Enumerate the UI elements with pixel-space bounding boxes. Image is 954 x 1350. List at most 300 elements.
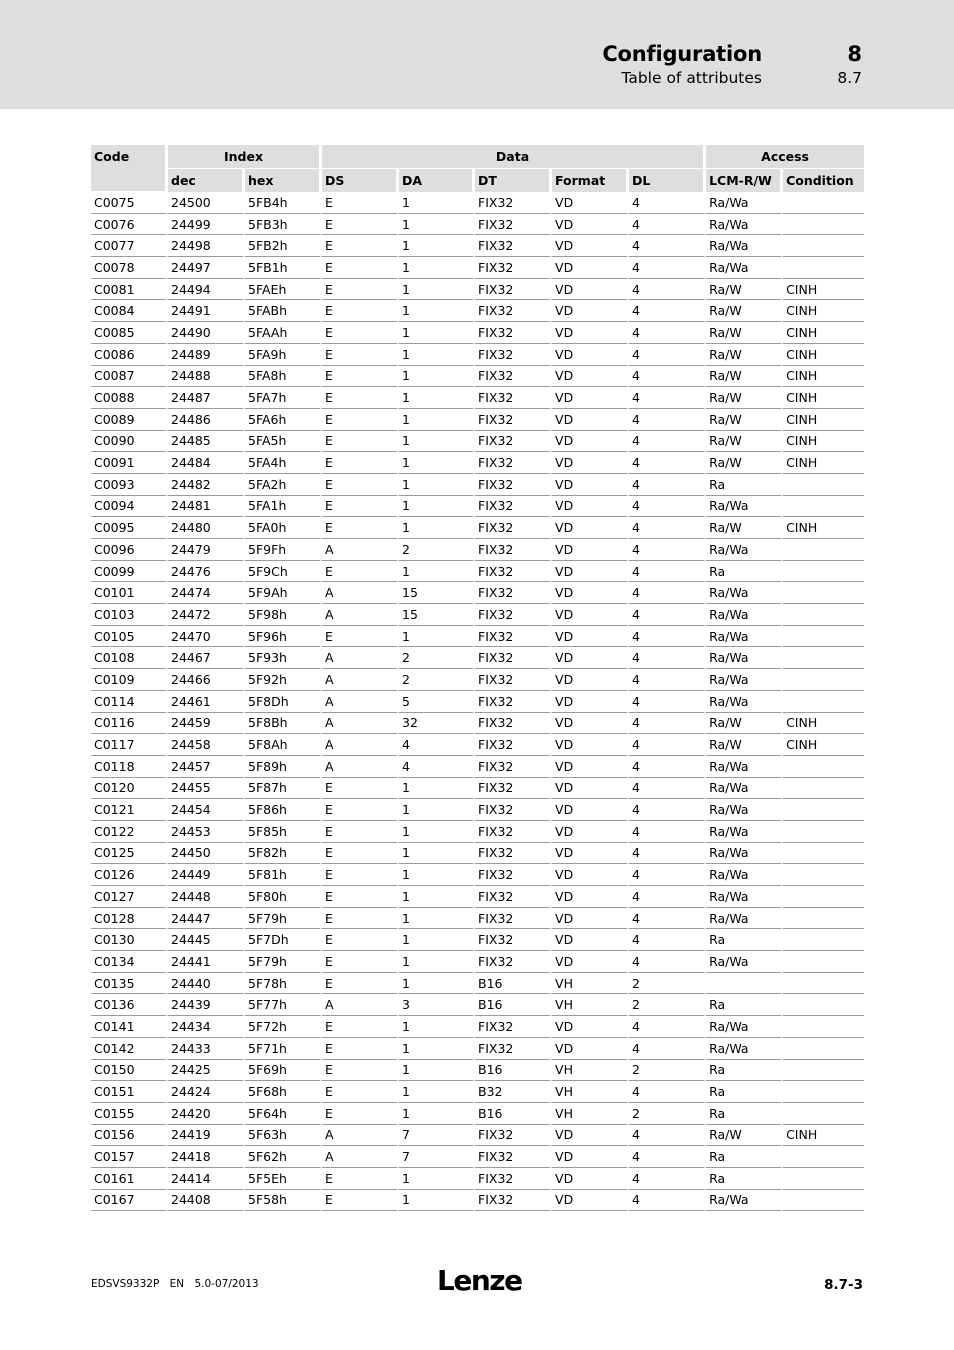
cell-hex: 5F96h <box>245 626 322 648</box>
cell-hex: 5F77h <box>245 994 322 1016</box>
cell-da: 1 <box>399 1038 475 1060</box>
cell-lcm-rw: Ra <box>706 1103 783 1125</box>
cell-ds: E <box>322 257 399 279</box>
cell-dec: 24470 <box>168 626 245 648</box>
cell-condition <box>783 691 864 713</box>
cell-code: C0128 <box>91 908 168 930</box>
cell-hex: 5FA0h <box>245 517 322 539</box>
cell-hex: 5F8Bh <box>245 713 322 735</box>
cell-dt: FIX32 <box>475 235 552 257</box>
cell-lcm-rw: Ra/Wa <box>706 214 783 236</box>
cell-dt: FIX32 <box>475 886 552 908</box>
cell-dt: FIX32 <box>475 409 552 431</box>
cell-dt: FIX32 <box>475 799 552 821</box>
cell-condition <box>783 1190 864 1212</box>
cell-hex: 5F93h <box>245 647 322 669</box>
cell-format: VD <box>552 474 629 496</box>
cell-lcm-rw: Ra/Wa <box>706 1038 783 1060</box>
table-row <box>91 1016 864 1038</box>
cell-condition <box>783 257 864 279</box>
cell-hex: 5F62h <box>245 1146 322 1168</box>
cell-dec: 24434 <box>168 1016 245 1038</box>
cell-da: 1 <box>399 409 475 431</box>
cell-ds: A <box>322 669 399 691</box>
cell-condition <box>783 843 864 865</box>
table-row <box>91 517 864 539</box>
cell-condition: CINH <box>783 517 864 539</box>
cell-code: C0134 <box>91 951 168 973</box>
cell-dt: FIX32 <box>475 713 552 735</box>
table-row <box>91 1103 864 1125</box>
cell-da: 1 <box>399 300 475 322</box>
cell-lcm-rw: Ra/Wa <box>706 669 783 691</box>
table-group-header-row <box>91 145 864 169</box>
cell-da: 1 <box>399 908 475 930</box>
cell-hex: 5FAEh <box>245 279 322 301</box>
cell-ds: E <box>322 300 399 322</box>
cell-dt: FIX32 <box>475 1125 552 1147</box>
cell-da: 1 <box>399 452 475 474</box>
cell-ds: E <box>322 951 399 973</box>
cell-dec: 24486 <box>168 409 245 431</box>
cell-da: 1 <box>399 344 475 366</box>
cell-dec: 24476 <box>168 561 245 583</box>
cell-dec: 24450 <box>168 843 245 865</box>
cell-hex: 5FB4h <box>245 192 322 214</box>
cell-dec: 24472 <box>168 604 245 626</box>
cell-code: C0109 <box>91 669 168 691</box>
doc-version: 5.0-07/2013 <box>194 1278 259 1290</box>
cell-lcm-rw: Ra <box>706 1146 783 1168</box>
lenze-logo: Lenze <box>437 1264 522 1297</box>
cell-code: C0161 <box>91 1168 168 1190</box>
cell-code: C0121 <box>91 799 168 821</box>
cell-dt: FIX32 <box>475 214 552 236</box>
cell-da: 1 <box>399 1168 475 1190</box>
cell-format: VH <box>552 1103 629 1125</box>
cell-hex: 5F9Fh <box>245 539 322 561</box>
cell-lcm-rw: Ra <box>706 561 783 583</box>
cell-dl: 4 <box>629 713 706 735</box>
cell-lcm-rw: Ra/Wa <box>706 604 783 626</box>
cell-dl: 4 <box>629 734 706 756</box>
cell-condition: CINH <box>783 452 864 474</box>
cell-dec: 24440 <box>168 973 245 995</box>
cell-lcm-rw: Ra/W <box>706 431 783 453</box>
cell-ds: A <box>322 604 399 626</box>
cell-dl: 2 <box>629 994 706 1016</box>
cell-dec: 24408 <box>168 1190 245 1212</box>
table-row <box>91 366 864 388</box>
cell-hex: 5F7Dh <box>245 929 322 951</box>
cell-code: C0118 <box>91 756 168 778</box>
cell-condition <box>783 864 864 886</box>
cell-ds: E <box>322 474 399 496</box>
cell-format: VD <box>552 496 629 518</box>
cell-format: VD <box>552 582 629 604</box>
cell-condition <box>783 496 864 518</box>
col-header-ds: DS <box>322 169 399 193</box>
cell-dec: 24481 <box>168 496 245 518</box>
cell-dec: 24424 <box>168 1081 245 1103</box>
cell-dt: B16 <box>475 973 552 995</box>
cell-dt: FIX32 <box>475 561 552 583</box>
cell-lcm-rw: Ra/Wa <box>706 496 783 518</box>
cell-da: 4 <box>399 734 475 756</box>
cell-condition <box>783 886 864 908</box>
cell-dl: 4 <box>629 452 706 474</box>
cell-da: 4 <box>399 756 475 778</box>
cell-lcm-rw: Ra/Wa <box>706 647 783 669</box>
cell-condition: CINH <box>783 713 864 735</box>
cell-dt: B16 <box>475 1060 552 1082</box>
table-row <box>91 539 864 561</box>
cell-hex: 5F89h <box>245 756 322 778</box>
cell-hex: 5F58h <box>245 1190 322 1212</box>
chapter-number: 8 <box>847 42 862 66</box>
cell-ds: E <box>322 843 399 865</box>
cell-code: C0156 <box>91 1125 168 1147</box>
table-row <box>91 1081 864 1103</box>
cell-code: C0101 <box>91 582 168 604</box>
cell-condition: CINH <box>783 366 864 388</box>
col-header-format: Format <box>552 169 629 193</box>
cell-hex: 5F79h <box>245 951 322 973</box>
cell-code: C0096 <box>91 539 168 561</box>
cell-code: C0091 <box>91 452 168 474</box>
doc-language: EN <box>169 1278 185 1290</box>
cell-condition <box>783 561 864 583</box>
table-row <box>91 713 864 735</box>
cell-lcm-rw: Ra <box>706 474 783 496</box>
cell-format: VD <box>552 1038 629 1060</box>
cell-format: VD <box>552 864 629 886</box>
cell-format: VD <box>552 951 629 973</box>
table-row <box>91 929 864 951</box>
table-row <box>91 1060 864 1082</box>
cell-lcm-rw: Ra <box>706 1060 783 1082</box>
cell-da: 1 <box>399 1103 475 1125</box>
cell-dec: 24487 <box>168 387 245 409</box>
cell-dec: 24494 <box>168 279 245 301</box>
cell-format: VD <box>552 539 629 561</box>
cell-da: 3 <box>399 994 475 1016</box>
cell-condition <box>783 647 864 669</box>
cell-dl: 4 <box>629 1146 706 1168</box>
table-row <box>91 322 864 344</box>
cell-ds: E <box>322 778 399 800</box>
cell-format: VD <box>552 604 629 626</box>
cell-dl: 4 <box>629 300 706 322</box>
cell-hex: 5F5Eh <box>245 1168 322 1190</box>
cell-code: C0090 <box>91 431 168 453</box>
cell-lcm-rw: Ra/W <box>706 1125 783 1147</box>
cell-dt: FIX32 <box>475 1190 552 1212</box>
cell-format: VD <box>552 821 629 843</box>
cell-ds: E <box>322 344 399 366</box>
cell-dl: 4 <box>629 344 706 366</box>
cell-lcm-rw: Ra/Wa <box>706 951 783 973</box>
cell-lcm-rw: Ra/Wa <box>706 799 783 821</box>
cell-da: 1 <box>399 843 475 865</box>
cell-lcm-rw: Ra/Wa <box>706 235 783 257</box>
cell-dl: 4 <box>629 279 706 301</box>
cell-dt: FIX32 <box>475 496 552 518</box>
cell-da: 7 <box>399 1146 475 1168</box>
table-row <box>91 669 864 691</box>
cell-da: 15 <box>399 582 475 604</box>
cell-lcm-rw: Ra <box>706 1081 783 1103</box>
cell-hex: 5FAAh <box>245 322 322 344</box>
cell-condition: CINH <box>783 344 864 366</box>
cell-lcm-rw: Ra/Wa <box>706 1016 783 1038</box>
cell-format: VD <box>552 279 629 301</box>
cell-da: 1 <box>399 626 475 648</box>
cell-condition <box>783 192 864 214</box>
cell-dec: 24448 <box>168 886 245 908</box>
cell-code: C0136 <box>91 994 168 1016</box>
cell-code: C0078 <box>91 257 168 279</box>
cell-lcm-rw: Ra/Wa <box>706 539 783 561</box>
cell-dec: 24479 <box>168 539 245 561</box>
cell-dt: FIX32 <box>475 1038 552 1060</box>
cell-condition <box>783 756 864 778</box>
cell-lcm-rw <box>706 973 783 995</box>
cell-da: 1 <box>399 322 475 344</box>
cell-da: 1 <box>399 279 475 301</box>
cell-hex: 5F69h <box>245 1060 322 1082</box>
table-row <box>91 409 864 431</box>
cell-dl: 4 <box>629 756 706 778</box>
cell-condition <box>783 604 864 626</box>
cell-code: C0155 <box>91 1103 168 1125</box>
cell-lcm-rw: Ra/Wa <box>706 582 783 604</box>
cell-dec: 24453 <box>168 821 245 843</box>
table-row <box>91 821 864 843</box>
cell-dt: FIX32 <box>475 669 552 691</box>
cell-da: 1 <box>399 864 475 886</box>
cell-code: C0150 <box>91 1060 168 1082</box>
cell-hex: 5F79h <box>245 908 322 930</box>
cell-condition <box>783 951 864 973</box>
cell-format: VD <box>552 647 629 669</box>
table-row <box>91 973 864 995</box>
cell-code: C0126 <box>91 864 168 886</box>
cell-dec: 24467 <box>168 647 245 669</box>
cell-dec: 24439 <box>168 994 245 1016</box>
cell-hex: 5F92h <box>245 669 322 691</box>
cell-hex: 5F87h <box>245 778 322 800</box>
cell-hex: 5F63h <box>245 1125 322 1147</box>
cell-ds: E <box>322 626 399 648</box>
cell-dec: 24454 <box>168 799 245 821</box>
cell-code: C0141 <box>91 1016 168 1038</box>
cell-hex: 5F8Dh <box>245 691 322 713</box>
cell-lcm-rw: Ra/Wa <box>706 1190 783 1212</box>
cell-dl: 4 <box>629 496 706 518</box>
cell-dt: FIX32 <box>475 951 552 973</box>
cell-format: VD <box>552 1168 629 1190</box>
cell-dl: 4 <box>629 1190 706 1212</box>
cell-format: VH <box>552 973 629 995</box>
cell-dec: 24485 <box>168 431 245 453</box>
page-number: 8.7-3 <box>824 1277 863 1293</box>
cell-dl: 4 <box>629 843 706 865</box>
cell-code: C0087 <box>91 366 168 388</box>
cell-dt: FIX32 <box>475 1146 552 1168</box>
cell-condition <box>783 994 864 1016</box>
cell-code: C0117 <box>91 734 168 756</box>
chapter-title: Configuration <box>602 42 762 66</box>
cell-lcm-rw: Ra/W <box>706 279 783 301</box>
cell-da: 1 <box>399 366 475 388</box>
col-header-dt: DT <box>475 169 552 193</box>
table-row <box>91 1038 864 1060</box>
cell-ds: E <box>322 387 399 409</box>
cell-lcm-rw: Ra/Wa <box>706 257 783 279</box>
cell-da: 1 <box>399 257 475 279</box>
cell-ds: E <box>322 561 399 583</box>
cell-condition: CINH <box>783 300 864 322</box>
cell-hex: 5FA5h <box>245 431 322 453</box>
cell-dec: 24499 <box>168 214 245 236</box>
cell-lcm-rw: Ra/W <box>706 517 783 539</box>
cell-condition: CINH <box>783 734 864 756</box>
cell-dt: FIX32 <box>475 300 552 322</box>
cell-format: VD <box>552 929 629 951</box>
cell-dl: 4 <box>629 431 706 453</box>
cell-code: C0094 <box>91 496 168 518</box>
cell-dt: FIX32 <box>475 734 552 756</box>
cell-da: 7 <box>399 1125 475 1147</box>
section-number: 8.7 <box>837 69 862 87</box>
cell-dec: 24449 <box>168 864 245 886</box>
cell-lcm-rw: Ra/Wa <box>706 626 783 648</box>
cell-dt: FIX32 <box>475 539 552 561</box>
cell-format: VD <box>552 517 629 539</box>
cell-ds: E <box>322 1038 399 1060</box>
cell-dl: 4 <box>629 864 706 886</box>
section-title: Table of attributes <box>621 69 762 87</box>
cell-ds: E <box>322 409 399 431</box>
cell-lcm-rw: Ra <box>706 994 783 1016</box>
cell-dec: 24425 <box>168 1060 245 1082</box>
cell-dl: 4 <box>629 626 706 648</box>
cell-format: VD <box>552 691 629 713</box>
cell-condition: CINH <box>783 431 864 453</box>
cell-format: VD <box>552 669 629 691</box>
cell-format: VD <box>552 1016 629 1038</box>
cell-ds: E <box>322 821 399 843</box>
cell-dec: 24433 <box>168 1038 245 1060</box>
table-row <box>91 886 864 908</box>
cell-dec: 24498 <box>168 235 245 257</box>
cell-da: 1 <box>399 1016 475 1038</box>
cell-ds: A <box>322 756 399 778</box>
cell-code: C0089 <box>91 409 168 431</box>
cell-format: VD <box>552 409 629 431</box>
cell-dl: 4 <box>629 1081 706 1103</box>
cell-hex: 5F98h <box>245 604 322 626</box>
cell-dt: FIX32 <box>475 257 552 279</box>
cell-code: C0099 <box>91 561 168 583</box>
cell-code: C0142 <box>91 1038 168 1060</box>
table-row <box>91 1168 864 1190</box>
cell-dec: 24441 <box>168 951 245 973</box>
col-header-dec: dec <box>168 169 245 193</box>
table-row <box>91 908 864 930</box>
cell-da: 15 <box>399 604 475 626</box>
cell-format: VH <box>552 994 629 1016</box>
cell-hex: 5FA6h <box>245 409 322 431</box>
cell-ds: E <box>322 517 399 539</box>
cell-hex: 5F86h <box>245 799 322 821</box>
cell-condition: CINH <box>783 279 864 301</box>
cell-ds: E <box>322 214 399 236</box>
cell-code: C0103 <box>91 604 168 626</box>
header-data: Data <box>322 145 706 169</box>
cell-da: 1 <box>399 431 475 453</box>
cell-dec: 24455 <box>168 778 245 800</box>
cell-format: VD <box>552 366 629 388</box>
cell-format: VD <box>552 908 629 930</box>
table-row <box>91 778 864 800</box>
cell-dt: FIX32 <box>475 864 552 886</box>
cell-dt: FIX32 <box>475 756 552 778</box>
cell-da: 1 <box>399 778 475 800</box>
cell-da: 1 <box>399 561 475 583</box>
cell-dl: 4 <box>629 366 706 388</box>
cell-hex: 5FABh <box>245 300 322 322</box>
cell-dec: 24420 <box>168 1103 245 1125</box>
cell-dl: 4 <box>629 235 706 257</box>
cell-ds: E <box>322 908 399 930</box>
cell-condition <box>783 908 864 930</box>
cell-condition <box>783 929 864 951</box>
table-row <box>91 1190 864 1212</box>
table-row <box>91 864 864 886</box>
cell-lcm-rw: Ra/Wa <box>706 864 783 886</box>
table-body <box>91 192 864 1211</box>
cell-dl: 4 <box>629 1125 706 1147</box>
cell-dl: 4 <box>629 821 706 843</box>
cell-dt: FIX32 <box>475 626 552 648</box>
cell-dt: FIX32 <box>475 322 552 344</box>
cell-dec: 24445 <box>168 929 245 951</box>
cell-dec: 24497 <box>168 257 245 279</box>
table-row <box>91 279 864 301</box>
cell-lcm-rw: Ra/Wa <box>706 908 783 930</box>
doc-id: EDSVS9332P <box>91 1278 160 1290</box>
table-row <box>91 474 864 496</box>
cell-dt: FIX32 <box>475 582 552 604</box>
table-row <box>91 582 864 604</box>
cell-hex: 5FA2h <box>245 474 322 496</box>
cell-ds: E <box>322 799 399 821</box>
cell-da: 1 <box>399 886 475 908</box>
cell-ds: E <box>322 886 399 908</box>
cell-dt: FIX32 <box>475 387 552 409</box>
cell-code: C0127 <box>91 886 168 908</box>
cell-hex: 5F9Ah <box>245 582 322 604</box>
cell-dl: 4 <box>629 951 706 973</box>
cell-code: C0095 <box>91 517 168 539</box>
cell-lcm-rw: Ra/W <box>706 322 783 344</box>
cell-format: VD <box>552 799 629 821</box>
header-band <box>0 0 954 109</box>
cell-dt: FIX32 <box>475 366 552 388</box>
cell-format: VD <box>552 192 629 214</box>
